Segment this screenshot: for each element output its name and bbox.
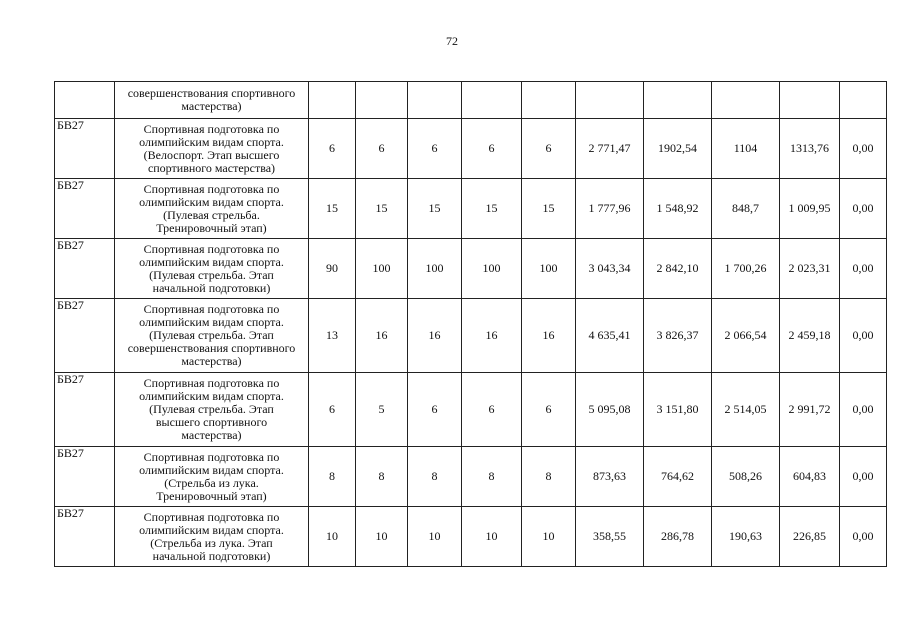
description-line: мастерства) [181,354,242,368]
value-cell: 1 548,92 [644,179,712,239]
value-cell: 1902,54 [644,119,712,179]
description-line: мастерства) [181,428,242,442]
description-line: олимпийским видам спорта. [139,522,284,537]
value-cell: 15 [309,179,356,239]
value-cell [644,82,712,119]
value-cell [462,82,522,119]
description-line: Спортивная подготовка по [143,302,280,316]
table-row [55,239,887,299]
value-cell: 5 095,08 [576,373,644,447]
row-code-cell: БВ27 [55,447,115,507]
value-cell: 10 [462,507,522,567]
row-code-cell: БВ27 [55,373,115,447]
description-line: совершенствования спортивного [127,341,296,355]
value-cell: 100 [408,239,462,299]
value-cell: 6 [462,373,522,447]
description-line: спортивного мастерства) [147,160,276,175]
description-line: Спортивная подготовка по [143,121,280,136]
row-description-cell [115,82,309,119]
description-line: (Велоспорт. Этап высшего [143,147,280,162]
value-cell: 8 [356,447,408,507]
value-cell: 6 [309,119,356,179]
value-cell: 286,78 [644,507,712,567]
description-line: олимпийским видам спорта. [139,254,284,269]
value-cell: 16 [462,299,522,373]
value-cell: 6 [522,119,576,179]
value-cell: 1 700,26 [712,239,780,299]
description-line: высшего спортивного [155,415,268,429]
value-cell: 848,7 [712,179,780,239]
value-cell: 2 023,31 [780,239,840,299]
row-description-cell [115,447,309,507]
description-line: мастерства) [181,99,242,113]
value-cell: 8 [462,447,522,507]
value-cell: 2 514,05 [712,373,780,447]
value-cell [309,82,356,119]
value-cell: 2 459,18 [780,299,840,373]
value-cell: 90 [309,239,356,299]
value-cell [576,82,644,119]
row-code-cell: БВ27 [55,239,115,299]
description-line: (Пулевая стрельба. [163,207,260,222]
description-line: Спортивная подготовка по [143,181,280,196]
value-cell: 8 [522,447,576,507]
value-cell: 190,63 [712,507,780,567]
value-cell [840,82,887,119]
description-line: Спортивная подготовка по [143,376,280,390]
value-cell: 10 [408,507,462,567]
value-cell: 3 043,34 [576,239,644,299]
value-cell: 15 [522,179,576,239]
value-cell: 1 777,96 [576,179,644,239]
row-code-cell: БВ27 [55,299,115,373]
value-cell: 2 842,10 [644,239,712,299]
value-cell: 508,26 [712,447,780,507]
description-line: (Стрельба из лука. [164,475,259,490]
value-cell [522,82,576,119]
value-cell: 3 151,80 [644,373,712,447]
value-cell: 10 [522,507,576,567]
value-cell: 1313,76 [780,119,840,179]
row-description-cell [115,119,309,179]
value-cell: 1104 [712,119,780,179]
budget-table [54,81,887,567]
value-cell: 0,00 [840,179,887,239]
value-cell: 0,00 [840,299,887,373]
description-line: олимпийским видам спорта. [139,134,284,149]
description-line: Тренировочный этап) [156,488,267,503]
table-row [55,82,887,119]
row-description-cell [115,507,309,567]
value-cell: 2 771,47 [576,119,644,179]
description-line: (Стрельба из лука. Этап [150,535,273,550]
value-cell: 16 [356,299,408,373]
value-cell: 100 [462,239,522,299]
description-line: (Пулевая стрельба. Этап [149,402,274,416]
value-cell: 6 [408,373,462,447]
value-cell [408,82,462,119]
row-code-cell: БВ27 [55,119,115,179]
value-cell: 6 [356,119,408,179]
page-number: 72 [446,34,458,48]
value-cell: 6 [309,373,356,447]
description-line: начальной подготовки) [152,548,271,563]
value-cell: 15 [408,179,462,239]
value-cell [712,82,780,119]
row-description-cell [115,239,309,299]
description-line: Тренировочный этап) [156,220,267,235]
value-cell: 1 009,95 [780,179,840,239]
description-line: начальной подготовки) [152,280,271,295]
description-line: олимпийским видам спорта. [139,194,284,209]
description-line: олимпийским видам спорта. [139,315,284,329]
value-cell: 4 635,41 [576,299,644,373]
description-line: Спортивная подготовка по [143,241,280,256]
value-cell: 873,63 [576,447,644,507]
value-cell: 3 826,37 [644,299,712,373]
value-cell: 6 [408,119,462,179]
row-code-cell: БВ27 [55,507,115,567]
row-description-cell [115,179,309,239]
row-code-cell [55,82,115,119]
table-row [55,119,887,179]
value-cell: 100 [522,239,576,299]
value-cell [780,82,840,119]
value-cell: 10 [356,507,408,567]
value-cell [356,82,408,119]
value-cell: 6 [522,373,576,447]
value-cell: 15 [356,179,408,239]
description-line: совершенствования спортивного [127,86,296,100]
value-cell: 226,85 [780,507,840,567]
value-cell: 358,55 [576,507,644,567]
value-cell: 0,00 [840,239,887,299]
value-cell: 15 [462,179,522,239]
value-cell: 0,00 [840,119,887,179]
table-row [55,179,887,239]
table-row [55,447,887,507]
value-cell: 10 [309,507,356,567]
description-line: олимпийским видам спорта. [139,389,284,403]
value-cell: 16 [408,299,462,373]
row-code-cell: БВ27 [55,179,115,239]
value-cell: 16 [522,299,576,373]
row-description-cell [115,299,309,373]
value-cell: 0,00 [840,447,887,507]
table-row [55,299,887,373]
description-line: олимпийским видам спорта. [139,462,284,477]
value-cell: 2 066,54 [712,299,780,373]
description-line: Спортивная подготовка по [143,449,280,464]
value-cell: 0,00 [840,373,887,447]
table-row [55,507,887,567]
description-line: Спортивная подготовка по [143,509,280,524]
row-description-cell [115,373,309,447]
description-line: (Пулевая стрельба. Этап [149,328,274,342]
table-body [55,82,887,567]
value-cell: 13 [309,299,356,373]
value-cell: 0,00 [840,507,887,567]
value-cell: 100 [356,239,408,299]
value-cell: 8 [408,447,462,507]
value-cell: 764,62 [644,447,712,507]
value-cell: 5 [356,373,408,447]
table-row [55,373,887,447]
value-cell: 2 991,72 [780,373,840,447]
value-cell: 604,83 [780,447,840,507]
description-line: (Пулевая стрельба. Этап [149,267,274,282]
value-cell: 6 [462,119,522,179]
value-cell: 8 [309,447,356,507]
